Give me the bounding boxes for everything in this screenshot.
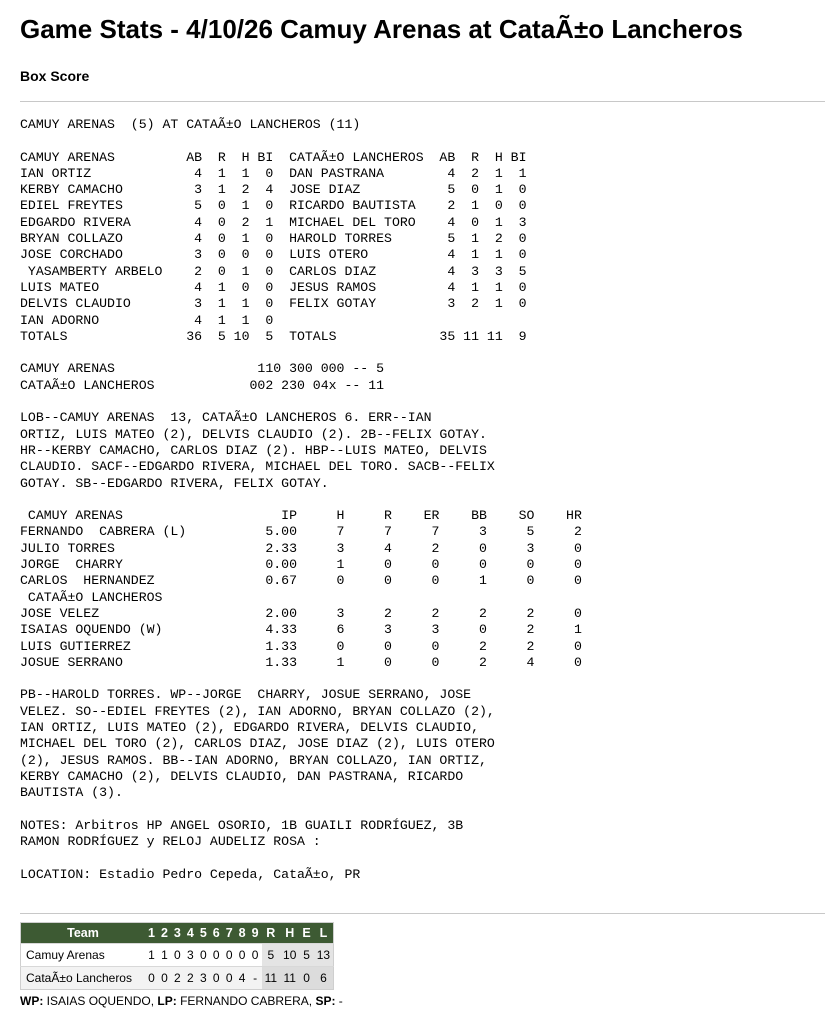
inning-score: 2 bbox=[184, 967, 197, 990]
page-title: Game Stats - 4/10/26 Camuy Arenas at CataÃ±o Lancheros bbox=[20, 14, 743, 44]
lp-label: LP: bbox=[157, 994, 177, 1008]
total-runs: 5 bbox=[262, 944, 280, 967]
inning-score: 1 bbox=[158, 944, 171, 967]
sp-label: SP: bbox=[315, 994, 336, 1008]
wp-label: WP: bbox=[20, 994, 44, 1008]
inning-score: 0 bbox=[145, 967, 158, 990]
total-errors: 5 bbox=[299, 944, 313, 967]
header-inning-2: 2 bbox=[158, 923, 171, 944]
table-row bbox=[21, 944, 334, 967]
inning-score: 0 bbox=[171, 944, 184, 967]
inning-score: - bbox=[249, 967, 262, 990]
losing-pitcher: FERNANDO CABRERA, bbox=[180, 994, 313, 1008]
inning-score: 0 bbox=[210, 944, 223, 967]
total-lob: 6 bbox=[314, 967, 334, 990]
table-row bbox=[21, 967, 334, 990]
header-inning-1: 1 bbox=[145, 923, 158, 944]
team-name: CataÃ±o Lancheros bbox=[21, 967, 146, 990]
linescore-table bbox=[20, 922, 334, 990]
divider-bottom bbox=[20, 913, 825, 914]
header-lob: L bbox=[314, 923, 334, 944]
header-inning-9: 9 bbox=[249, 923, 262, 944]
header-inning-5: 5 bbox=[197, 923, 210, 944]
inning-score: 0 bbox=[223, 967, 236, 990]
inning-score: 2 bbox=[171, 967, 184, 990]
inning-score: 3 bbox=[184, 944, 197, 967]
header-errors: E bbox=[299, 923, 313, 944]
header-inning-4: 4 bbox=[184, 923, 197, 944]
header-runs: R bbox=[262, 923, 280, 944]
team-name: Camuy Arenas bbox=[21, 944, 146, 967]
section-subtitle: Box Score bbox=[20, 68, 90, 84]
header-team: Team bbox=[21, 923, 146, 944]
header-inning-7: 7 bbox=[223, 923, 236, 944]
divider-top bbox=[20, 101, 825, 102]
header-inning-8: 8 bbox=[236, 923, 249, 944]
inning-score: 4 bbox=[236, 967, 249, 990]
inning-score: 0 bbox=[210, 967, 223, 990]
header-inning-6: 6 bbox=[210, 923, 223, 944]
header-hits: H bbox=[280, 923, 299, 944]
winning-pitcher: ISAIAS OQUENDO, bbox=[46, 994, 155, 1008]
inning-score: 0 bbox=[223, 944, 236, 967]
total-runs: 11 bbox=[262, 967, 280, 990]
inning-score: 0 bbox=[197, 944, 210, 967]
linescore-header-row bbox=[21, 923, 334, 944]
inning-score: 0 bbox=[249, 944, 262, 967]
inning-score: 3 bbox=[197, 967, 210, 990]
total-lob: 13 bbox=[314, 944, 334, 967]
save-pitcher: - bbox=[338, 994, 343, 1008]
inning-score: 0 bbox=[158, 967, 171, 990]
total-hits: 11 bbox=[280, 967, 299, 990]
inning-score: 1 bbox=[145, 944, 158, 967]
box-score-text: CAMUY ARENAS (5) AT CATAÃ±O LANCHEROS (11) CAMUY ARENAS AB R H BI CATAÃ±O LANCHEROS AB R H BI IAN ORTIZ 4 1 1 0 DAN PASTRANA 4 2 1 1 KERBY CAMACHO 3 1 2 4 JOSE DIAZ 5 0 1 0 EDIEL FREYTES 5 0 1 0 RICARDO BAUTISTA 2 1 0 0 EDGARDO RIVERA 4 0 2 1 MICHAEL DEL TORO 4 0 1 3 BRYAN COLLAZO 4 0 1 0 HAROLD TORRES 5 1 2 0 JOSE CORCHADO 3 0 0 0 LUIS OTERO 4 1 1 0 YASAMBERTY ARBELO 2 0 1 0 CARLOS DIAZ 4 3 3 5 LUIS MATEO 4 1 0 0 JESUS RAMOS 4 1 1 0 DELVIS CLAUDIO 3 1 1 0 FELIX GOTAY 3 2 1 0 IAN ADORNO 4 1 1 0 TOTALS 36 5 10 5 TOTALS 35 11 11 9 CAMUY ARENAS 110 300 000 -- 5 CATAÃ±O LANCHEROS 002 230 04x -- 11 LOB--CAMUY ARENAS 13, CATAÃ±O LANCHEROS 6. ERR--IAN ORTIZ, LUIS MATEO (2), DELVIS CLAUDIO (2). 2B--FELIX GOTAY. HR--KERBY CAMACHO, CARLOS DIAZ (2). HBP--LUIS MATEO, DELVIS CLAUDIO. SACF--EDGARDO RIVERA, MICHAEL DEL TORO. SACB--FELIX GOTAY. SB--EDGARDO RIVERA, FELIX GOTAY. CAMUY ARENAS IP H R ER BB SO HR FERNANDO CABRERA (L) 5.00 7 7 7 3 5 2 JULIO TORRES 2.33 3 4 2 0 3 0 JORGE CHARRY 0.00 1 0 0 0 0 0 CARLOS HERNANDEZ 0.67 0 0 0 1 0 0 CATAÃ±O LANCHEROS JOSE VELEZ 2.00 3 2 2 2 2 0 ISAIAS OQUENDO (W) 4.33 6 3 3 0 2 1 LUIS GUTIERREZ 1.33 0 0 0 2 2 0 JOSUE SERRANO 1.33 1 0 0 2 4 0 PB--HAROLD TORRES. WP--JORGE CHARRY, JOSUE SERRANO, JOSE VELEZ. SO--EDIEL FREYTES (2), IAN ADORNO, BRYAN COLLAZO (2), IAN ORTIZ, LUIS MATEO (2), EDGARDO RIVERA, DELVIS CLAUDIO, MICHAEL DEL TORO (2), CARLOS DIAZ, JOSE DIAZ (2), LUIS OTERO (2), JESUS RAMOS. BB--IAN ADORNO, BRYAN COLLAZO, IAN ORTIZ, KERBY CAMACHO (2), DELVIS CLAUDIO, DAN PASTRANA, RICARDO BAUTISTA (3). NOTES: Arbitros HP ANGEL OSORIO, 1B GUAILI RODRÍGUEZ, 3B RAMON RODRÍGUEZ y RELOJ AUDELIZ ROSA : LOCATION: Estadio Pedro Cepeda, CataÃ±o, PR bbox=[20, 117, 582, 882]
header-inning-3: 3 bbox=[171, 923, 184, 944]
total-errors: 0 bbox=[299, 967, 313, 990]
total-hits: 10 bbox=[280, 944, 299, 967]
pitcher-decisions bbox=[20, 994, 343, 1008]
inning-score: 0 bbox=[236, 944, 249, 967]
